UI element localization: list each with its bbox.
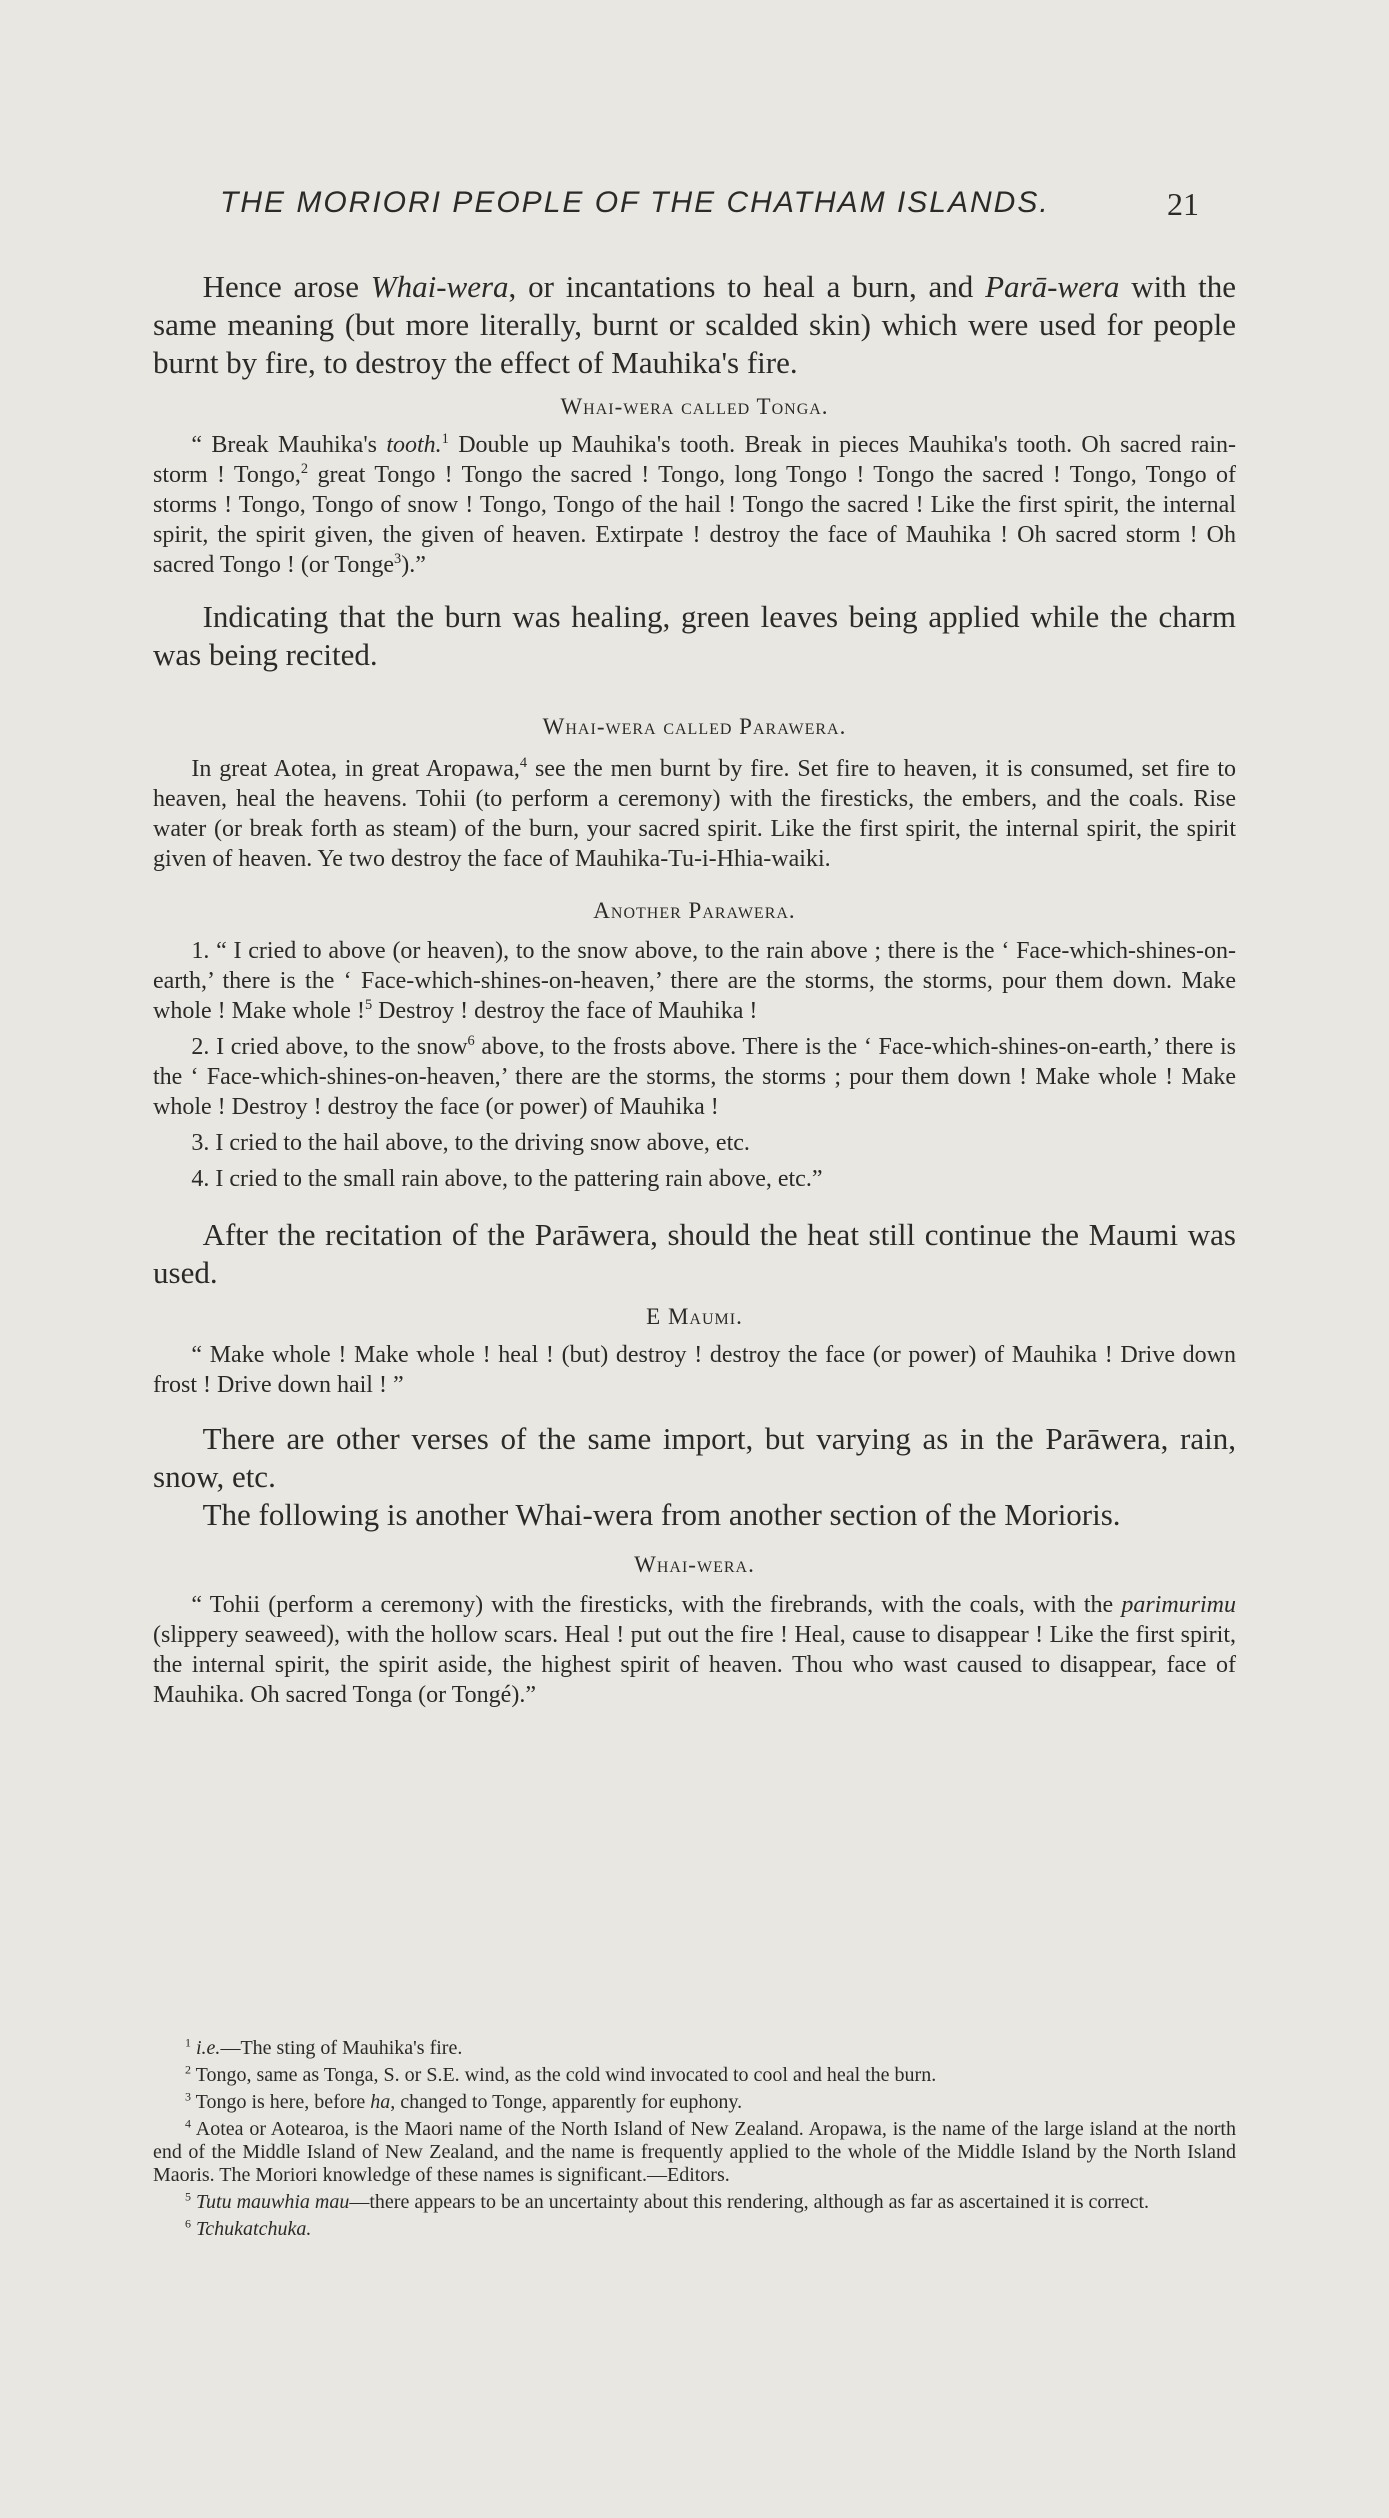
main-text bbox=[153, 268, 1236, 1710]
commentary-paragraph-4: The following is another Whai-wera from another section of the Morioris. bbox=[202, 1497, 1121, 1532]
incantation-tonga: “ Break Mauhika's tooth.$^1$ Double up Mauhika's tooth. Break in pieces Mauhika's tooth. Oh sacred rain-storm ! Tongo,$^2$ great Tongo ! Tongo the sacred ! Tongo, long Tongo ! Tongo the sacred ! Tongo, Tongo of storms ! Tongo, Tongo of snow ! Tongo, Tongo of the hail ! Tongo the sacred ! Like the first spirit, the internal spirit, the spirit given, the given of heaven. Extirpate ! destroy the face of Mauhika ! Oh sacred storm ! Oh sacred Tongo ! (or Tonge$^3$).” bbox=[153, 431, 1237, 578]
section-heading-another-parawera: Another Parawera. bbox=[593, 898, 796, 923]
verse-2: 2. I cried above, to the snow$^6$ above, to the frosts above. There is the ‘ Face-which-shines-on-earth,’ there is the ‘ Face-which-shines-on-heaven,’ there are the storms, the storms ; pour them down ! Make whole ! Make whole ! Destroy ! destroy the face (or power) of Mauhika ! bbox=[153, 1033, 1236, 1120]
footnote-3: $^3$ Tongo is here, before ha, changed to Tonge, apparently for euphony. bbox=[185, 2089, 743, 2113]
incantation-parawera: In great Aotea, in great Aropawa,$^4$ see the men burnt by fire. Set fire to heaven, it is consumed, set fire to heaven, heal the heavens. Tohii (to perform a ceremony) with the firesticks, the embers, and the coals. Rise water (or break forth as steam) of the burn, your sacred spirit. Like the first spirit, the internal spirit, the spirit given of heaven. Ye two destroy the face of Mauhika-Tu-i-Hhia-waiki. bbox=[153, 755, 1236, 872]
running-title: THE MORIORI PEOPLE OF THE CHATHAM ISLANDS. bbox=[220, 186, 1050, 219]
section-heading-maumi: E Maumi. bbox=[646, 1304, 743, 1329]
intro-paragraph: Hence arose Whai-wera, or incantations to heal a burn, and Parā-wera with the same meaning (but more literally, burnt or scalded skin) which were used for people burnt by fire, to destroy the effect of Mauhika's fire. bbox=[153, 269, 1236, 380]
page-header bbox=[220, 186, 1199, 232]
verse-3: 3. I cried to the hail above, to the driving snow above, etc. bbox=[191, 1130, 750, 1156]
commentary-paragraph-2: After the recitation of the Parāwera, should the heat still continue the Maumi was used. bbox=[153, 1217, 1236, 1290]
footnotes bbox=[153, 2037, 1236, 2245]
footnote-1: $^1$ i.e.—The sting of Mauhika's fire. bbox=[185, 2035, 463, 2059]
commentary-paragraph-3: There are other verses of the same import, but varying as in the Parāwera, rain, snow, etc. bbox=[153, 1421, 1236, 1494]
incantation-whai-wera: “ Tohii (perform a ceremony) with the firesticks, with the firebrands, with the coals, with the parimurimu (slippery seaweed), with the hollow scars. Heal ! put out the fire ! Heal, cause to disappear ! Like the first spirit, the internal spirit, the spirit aside, the highest spirit of heaven. Thou who wast caused to disappear, face of Mauhika. Oh sacred Tonga (or Tongé).” bbox=[153, 1592, 1236, 1708]
footnote-4: $^4$ Aotea or Aotearoa, is the Maori name of the North Island of New Zealand. Aropawa, is the name of the large island at the north end of the Middle Island of New Zealand, and the name is frequently applied to the whole of the Middle Island by the North Island Maoris. The Moriori knowledge of these names is significant.—Editors. bbox=[153, 2116, 1236, 2186]
incantation-maumi: “ Make whole ! Make whole ! heal ! (but) destroy ! destroy the face (or power) of Mauhika ! Drive down frost ! Drive down hail ! ” bbox=[153, 1342, 1236, 1398]
page-number: 21 bbox=[1167, 186, 1199, 222]
commentary-paragraph: Indicating that the burn was healing, green leaves being applied while the charm was being recited. bbox=[153, 599, 1236, 672]
section-heading-tonga: Whai-wera called Tonga. bbox=[560, 394, 829, 419]
section-heading-whai-wera: Whai-wera. bbox=[634, 1552, 755, 1577]
footnote-2: $^2$ Tongo, same as Tonga, S. or S.E. wind, as the cold wind invocated to cool and heal the burn. bbox=[185, 2062, 937, 2086]
footnote-6: $^6$ Tchukatchuka. bbox=[185, 2216, 312, 2240]
section-heading-parawera: Whai-wera called Parawera. bbox=[542, 714, 847, 739]
footnote-5: $^5$ Tutu mauwhia mau—there appears to be an uncertainty about this rendering, although as far as ascertained it is correct. bbox=[185, 2189, 1150, 2213]
verse-1: 1. “ I cried to above (or heaven), to the snow above, to the rain above ; there is the ‘ Face-which-shines-on-earth,’ there is the ‘ Face-which-shines-on-heaven,’ there are the storms, the storms, pour them down. Make whole ! Make whole !$^5$ Destroy ! destroy the face of Mauhika ! bbox=[153, 938, 1236, 1024]
verse-4: 4. I cried to the small rain above, to the pattering rain above, etc.” bbox=[191, 1166, 823, 1192]
